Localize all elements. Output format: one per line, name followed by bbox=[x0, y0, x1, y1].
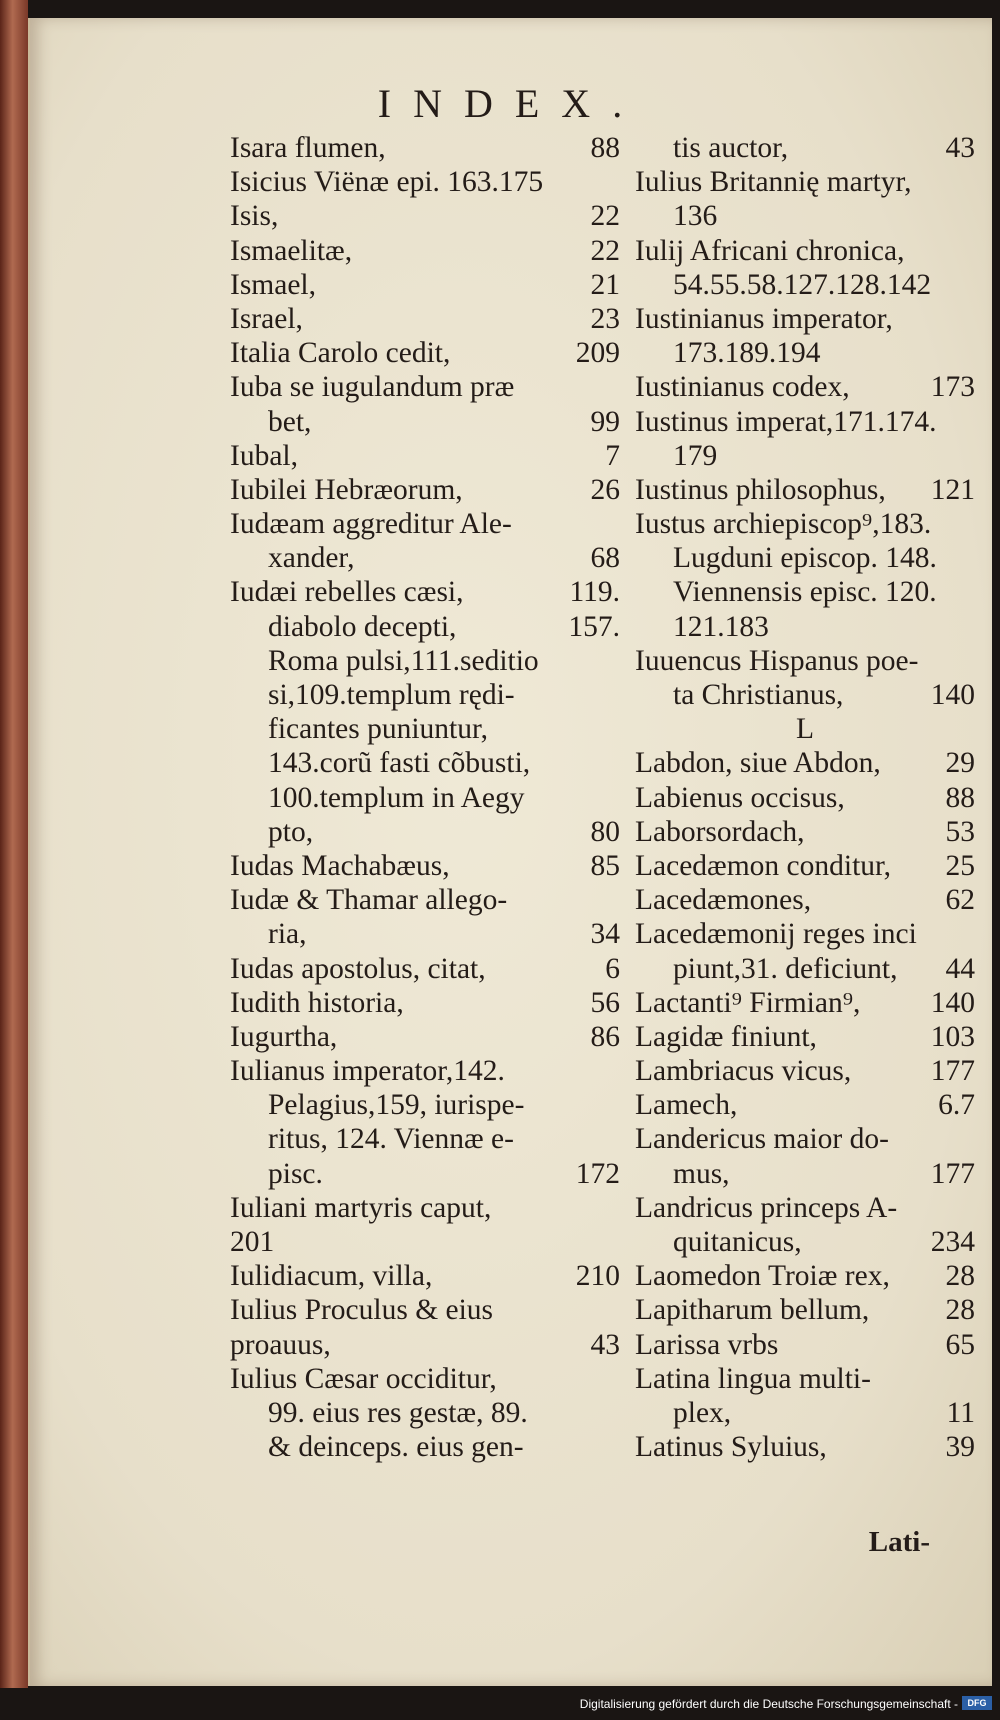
entry-text: Israel, bbox=[230, 302, 303, 335]
page-reference: 209 bbox=[575, 337, 620, 370]
page-reference: 177 bbox=[930, 1055, 975, 1088]
index-entry bbox=[230, 405, 620, 439]
entry-text: Iustus archiepiscop⁹,183. bbox=[635, 508, 932, 541]
page-reference: 34 bbox=[590, 918, 620, 951]
index-entry bbox=[635, 952, 975, 986]
page-reference: 22 bbox=[590, 234, 620, 267]
entry-text: Isis, bbox=[230, 200, 279, 233]
entry-text: pto, bbox=[268, 815, 314, 848]
page-reference: 28 bbox=[945, 1294, 975, 1327]
index-entry bbox=[230, 507, 620, 541]
page-reference: 140 bbox=[930, 986, 975, 1019]
page-reference: 157. bbox=[568, 610, 620, 643]
entry-text: xander, bbox=[268, 542, 355, 575]
entry-text: 100.templum in Aegy bbox=[268, 781, 525, 814]
index-entry bbox=[230, 370, 620, 404]
index-entry bbox=[635, 473, 975, 507]
entry-text: Lacedæmones, bbox=[635, 884, 812, 917]
entry-text: Ismaelitæ, bbox=[230, 234, 353, 267]
page-reference: 21 bbox=[590, 268, 620, 301]
entry-text: Lambriacus vicus, bbox=[635, 1055, 852, 1088]
page-reference: 26 bbox=[590, 473, 620, 506]
entry-text: Isicius Viënæ epi. 163.175 bbox=[230, 166, 544, 199]
entry-text: Larissa vrbs bbox=[635, 1328, 779, 1361]
entry-text: Iudæ & Thamar allego- bbox=[230, 884, 508, 917]
index-entry bbox=[230, 131, 620, 165]
entry-text: Viennensis episc. 120. bbox=[673, 576, 937, 609]
index-entry bbox=[230, 473, 620, 507]
entry-text: Iulius Britannię martyr, bbox=[635, 166, 912, 199]
entry-text: Labdon, siue Abdon, bbox=[635, 747, 881, 780]
index-entry bbox=[230, 917, 620, 951]
index-entry bbox=[635, 1259, 975, 1293]
page-reference: 28 bbox=[945, 1260, 975, 1293]
index-entry bbox=[635, 1328, 975, 1362]
entry-text: Iudæi rebelles cæsi, bbox=[230, 576, 464, 609]
entry-text: Italia Carolo cedit, bbox=[230, 337, 451, 370]
index-column-left bbox=[230, 131, 620, 1464]
index-entry bbox=[230, 234, 620, 268]
entry-text: proauus, bbox=[230, 1328, 331, 1361]
index-entry bbox=[230, 1396, 620, 1430]
index-entry bbox=[635, 815, 975, 849]
index-entry bbox=[635, 405, 975, 439]
entry-text: Lacedæmonij reges inci bbox=[635, 918, 917, 951]
index-entry bbox=[230, 883, 620, 917]
page-reference: 119. bbox=[569, 576, 620, 609]
page-reference: 43 bbox=[945, 132, 975, 164]
index-entry bbox=[230, 336, 620, 370]
entry-text: 136 bbox=[673, 200, 718, 233]
entry-text: & deinceps. eius gen- bbox=[268, 1431, 524, 1464]
index-entry bbox=[635, 507, 975, 541]
entry-text: Lacedæmon conditur, bbox=[635, 849, 892, 882]
entry-text: ta Christianus, bbox=[673, 679, 844, 711]
page-reference: 22 bbox=[590, 200, 620, 233]
index-entry bbox=[635, 849, 975, 883]
index-entry bbox=[230, 1088, 620, 1122]
page-reference: 103 bbox=[930, 1020, 975, 1053]
entry-text: Iudith historia, bbox=[230, 986, 404, 1019]
index-entry bbox=[635, 131, 975, 165]
book-page bbox=[28, 18, 992, 1686]
entry-text: Iustinus imperat,171.174. bbox=[635, 405, 937, 438]
entry-text: Lamech, bbox=[635, 1089, 738, 1122]
entry-text: Iudas apostolus, citat, bbox=[230, 952, 486, 985]
page-reference: 85 bbox=[590, 849, 620, 882]
entry-text: Iustinianus codex, bbox=[635, 371, 850, 404]
index-entry bbox=[230, 1191, 620, 1225]
index-entry bbox=[635, 1020, 975, 1054]
page-reference: 68 bbox=[590, 542, 620, 575]
entry-text: 54.55.58.127.128.142 bbox=[673, 268, 932, 301]
entry-text: Latina lingua multi- bbox=[635, 1362, 871, 1395]
page-reference: 53 bbox=[945, 815, 975, 848]
book-binding-edge bbox=[0, 0, 28, 1690]
index-entry bbox=[230, 849, 620, 883]
entry-text: Laborsordach, bbox=[635, 815, 805, 848]
index-entry bbox=[230, 712, 620, 746]
entry-text: Iuba se iugulandum præ bbox=[230, 371, 515, 404]
index-entry bbox=[635, 336, 975, 370]
entry-text: Roma pulsi,111.seditio bbox=[268, 644, 539, 677]
index-entry bbox=[635, 1054, 975, 1088]
index-entry bbox=[635, 712, 975, 746]
index-entry bbox=[635, 439, 975, 473]
entry-text: Ismael, bbox=[230, 268, 317, 301]
index-column-right bbox=[635, 131, 975, 1464]
entry-text: Isara flumen, bbox=[230, 132, 386, 164]
digitization-footer bbox=[0, 1688, 1000, 1720]
index-entry bbox=[635, 781, 975, 815]
entry-text: 99. eius res gestæ, 89. bbox=[268, 1396, 528, 1429]
entry-text: tis auctor, bbox=[673, 132, 789, 164]
index-entry bbox=[635, 1122, 975, 1156]
index-entry bbox=[635, 268, 975, 302]
index-entry bbox=[635, 1225, 975, 1259]
index-entry bbox=[635, 1088, 975, 1122]
entry-text: Pelagius,159, iurispe- bbox=[268, 1089, 525, 1122]
index-entry bbox=[230, 1328, 620, 1362]
entry-text: Iubilei Hebræorum, bbox=[230, 473, 463, 506]
index-entry bbox=[635, 165, 975, 199]
index-entry bbox=[230, 268, 620, 302]
index-entry bbox=[230, 1020, 620, 1054]
page-reference: 210 bbox=[575, 1260, 620, 1293]
index-entry bbox=[230, 746, 620, 780]
entry-text: bet, bbox=[268, 405, 312, 438]
index-entry bbox=[230, 678, 620, 712]
index-entry bbox=[230, 781, 620, 815]
index-entry bbox=[635, 644, 975, 678]
page-reference: 177 bbox=[930, 1157, 975, 1190]
entry-text: 201 bbox=[230, 1226, 275, 1258]
index-entry bbox=[230, 1225, 620, 1259]
entry-text: L bbox=[795, 713, 815, 746]
page-reference: 234 bbox=[930, 1226, 975, 1258]
index-entry bbox=[230, 575, 620, 609]
index-entry bbox=[635, 917, 975, 951]
index-entry bbox=[635, 1396, 975, 1430]
index-entry bbox=[230, 1293, 620, 1327]
index-entry bbox=[230, 541, 620, 575]
catchword: Lati- bbox=[868, 1526, 930, 1558]
index-entry bbox=[230, 1122, 620, 1156]
index-entry bbox=[230, 644, 620, 678]
entry-text: 121.183 bbox=[673, 610, 769, 643]
index-entry bbox=[230, 986, 620, 1020]
page-reference: 56 bbox=[590, 986, 620, 1019]
index-entry bbox=[635, 678, 975, 712]
index-entry bbox=[635, 302, 975, 336]
page-reference: 88 bbox=[590, 132, 620, 164]
entry-text: ficantes puniuntur, bbox=[268, 713, 489, 746]
page-reference: 86 bbox=[590, 1020, 620, 1053]
index-entry bbox=[635, 1191, 975, 1225]
page-reference: 29 bbox=[945, 747, 975, 780]
page-reference: 7 bbox=[605, 439, 620, 472]
entry-text: Iustinus philosophus, bbox=[635, 473, 886, 506]
index-entry bbox=[635, 1430, 975, 1464]
entry-text: Iulius Proculus & eius bbox=[230, 1294, 494, 1327]
entry-text: Laomedon Troiæ rex, bbox=[635, 1260, 890, 1293]
page-reference: 121 bbox=[930, 473, 975, 506]
index-entry bbox=[230, 1259, 620, 1293]
entry-text: ria, bbox=[268, 918, 307, 951]
index-entry bbox=[635, 986, 975, 1020]
page-reference: 80 bbox=[590, 815, 620, 848]
entry-text: pisc. bbox=[268, 1157, 323, 1190]
index-entry bbox=[635, 575, 975, 609]
entry-text: Iudas Machabæus, bbox=[230, 849, 450, 882]
index-entry bbox=[635, 1293, 975, 1327]
index-entry bbox=[230, 952, 620, 986]
index-entry bbox=[635, 610, 975, 644]
page-reference: 44 bbox=[945, 952, 975, 985]
entry-text: plex, bbox=[673, 1396, 732, 1429]
index-entry bbox=[230, 439, 620, 473]
entry-text: Latinus Syluius, bbox=[635, 1431, 827, 1464]
index-entry bbox=[635, 746, 975, 780]
index-entry bbox=[635, 234, 975, 268]
index-entry bbox=[635, 1157, 975, 1191]
entry-text: Lactanti⁹ Firmian⁹, bbox=[635, 986, 861, 1019]
entry-text: quitanicus, bbox=[673, 1226, 802, 1258]
page-reference: 172 bbox=[575, 1157, 620, 1190]
index-entry bbox=[635, 370, 975, 404]
entry-text: Iubal, bbox=[230, 439, 298, 472]
page-reference: 173 bbox=[930, 371, 975, 404]
entry-text: Lagidæ finiunt, bbox=[635, 1020, 817, 1053]
entry-text: Labienus occisus, bbox=[635, 781, 845, 814]
index-entry bbox=[230, 610, 620, 644]
entry-text: 143.corũ fasti cõbusti, bbox=[268, 747, 531, 780]
index-entry bbox=[635, 199, 975, 233]
page-reference: 140 bbox=[930, 679, 975, 711]
entry-text: Iulidiacum, villa, bbox=[230, 1260, 433, 1293]
page-reference: 65 bbox=[945, 1328, 975, 1361]
footer-credit: Digitalisierung gefördert durch die Deutsche Forschungsgemeinschaft - bbox=[579, 1697, 958, 1711]
page-reference: 25 bbox=[945, 849, 975, 882]
entry-text: 179 bbox=[673, 439, 718, 472]
entry-text: si,109.templum rędi- bbox=[268, 679, 515, 711]
index-entry bbox=[230, 1430, 620, 1464]
index-entry bbox=[230, 815, 620, 849]
page-reference: 11 bbox=[946, 1396, 975, 1429]
entry-text: Lapitharum bellum, bbox=[635, 1294, 870, 1327]
entry-text: Iudæam aggreditur Ale- bbox=[230, 508, 512, 541]
page-reference: 99 bbox=[590, 405, 620, 438]
page-reference: 39 bbox=[945, 1431, 975, 1464]
entry-text: Iuliani martyris caput, bbox=[230, 1191, 492, 1224]
entry-text: Iugurtha, bbox=[230, 1020, 338, 1053]
entry-text: mus, bbox=[673, 1157, 730, 1190]
entry-text: Lugduni episcop. 148. bbox=[673, 542, 937, 575]
page-header: INDEX. bbox=[377, 81, 645, 126]
entry-text: Iulij Africani chronica, bbox=[635, 234, 905, 267]
index-entry bbox=[230, 199, 620, 233]
index-entry bbox=[230, 165, 620, 199]
page-reference: 62 bbox=[945, 884, 975, 917]
entry-text: ritus, 124. Viennæ e- bbox=[268, 1123, 514, 1156]
index-entry bbox=[635, 541, 975, 575]
index-entry bbox=[230, 1362, 620, 1396]
dfg-logo: DFG bbox=[962, 1696, 992, 1710]
entry-text: diabolo decepti, bbox=[268, 610, 457, 643]
entry-text: Iulianus imperator,142. bbox=[230, 1055, 505, 1088]
entry-text: Iulius Cæsar occiditur, bbox=[230, 1362, 497, 1395]
page-reference: 6 bbox=[605, 952, 620, 985]
index-entry bbox=[230, 1054, 620, 1088]
page-reference: 43 bbox=[590, 1328, 620, 1361]
entry-text: Iustinianus imperator, bbox=[635, 302, 893, 335]
index-entry bbox=[230, 1157, 620, 1191]
entry-text: Landricus princeps A- bbox=[635, 1191, 898, 1224]
page-reference: 23 bbox=[590, 302, 620, 335]
entry-text: 173.189.194 bbox=[673, 337, 821, 370]
index-entry bbox=[230, 302, 620, 336]
entry-text: piunt,31. deficiunt, bbox=[673, 952, 898, 985]
page-reference: 6.7 bbox=[938, 1089, 975, 1122]
index-entry bbox=[635, 1362, 975, 1396]
page-reference: 88 bbox=[945, 781, 975, 814]
entry-text: Landericus maior do- bbox=[635, 1123, 889, 1156]
entry-text: Iuuencus Hispanus poe- bbox=[635, 644, 919, 677]
index-entry bbox=[635, 883, 975, 917]
